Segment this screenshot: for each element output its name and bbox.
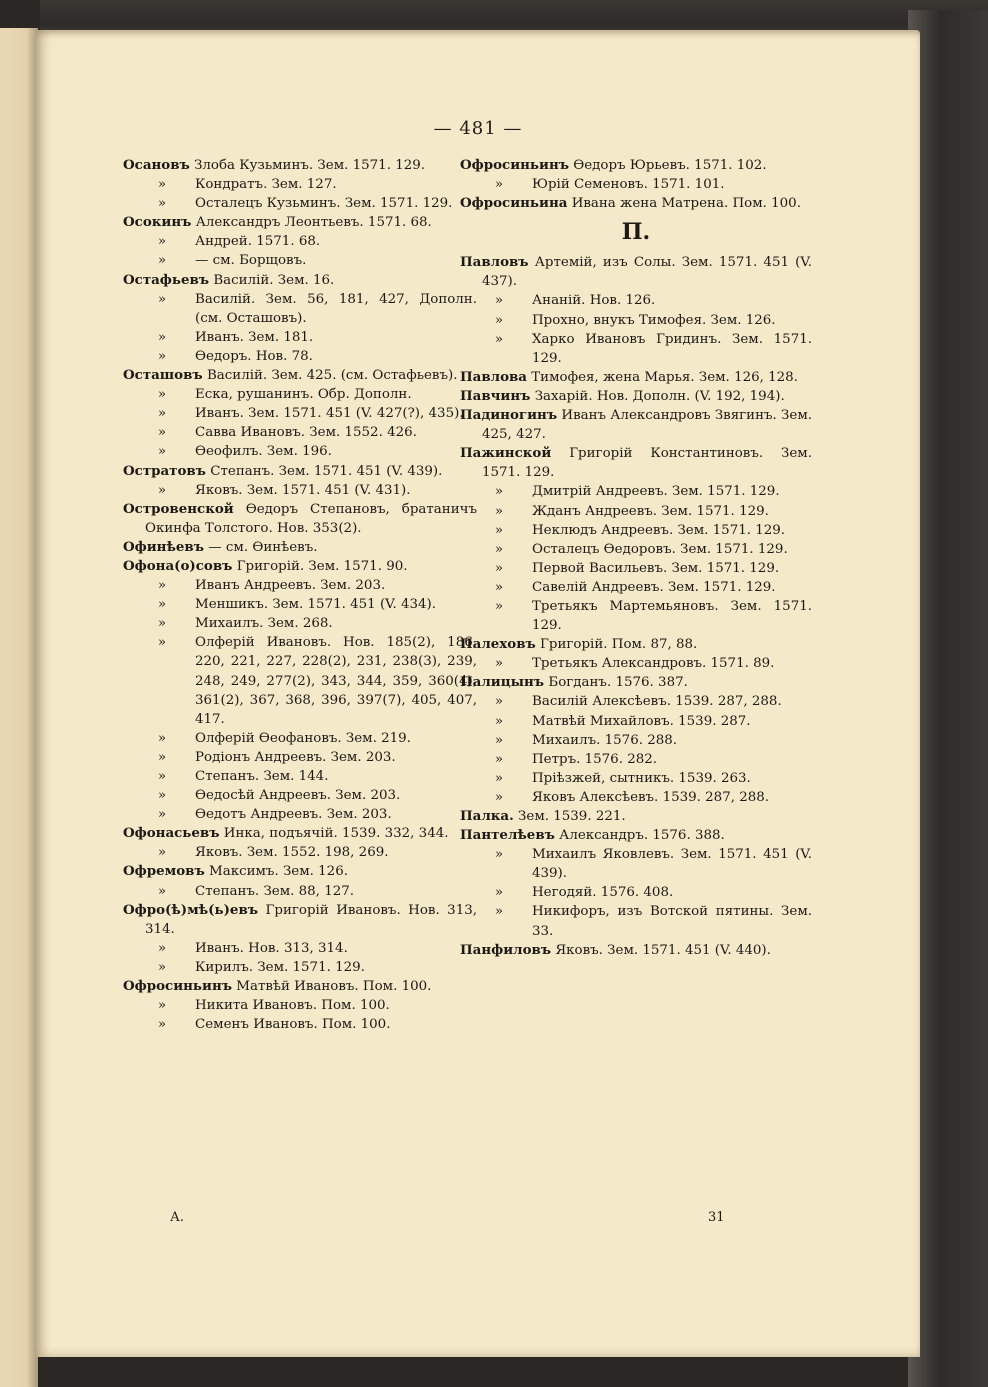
surname-entry <box>460 941 812 960</box>
entry-text: Григорій. Пом. 87, 88. <box>540 637 698 653</box>
sub-entry <box>460 482 812 501</box>
entry-text: Олферій Ивановъ. Нов. 185(2), 186, 220, 221, 227, 228(2), 231, 238(3), 239, 248, 249, 277(2), 343, 344, 359, 360(4), 361(2), 367, 368, 396, 397(7), 405, 407, 417. <box>195 635 477 727</box>
sub-entry <box>460 750 812 769</box>
sub-entry <box>123 614 477 633</box>
surname-headword: Палка. <box>460 808 514 824</box>
ditto-mark: » <box>494 904 504 920</box>
surname-headword: Палицынъ <box>460 674 545 691</box>
entry-text: Негодяй. 1576. 408. <box>532 885 674 901</box>
sub-entry <box>460 502 812 521</box>
ditto-mark: » <box>157 749 167 765</box>
sub-entry <box>460 845 812 883</box>
entry-text: Инка, подъячій. 1539. 332, 344. <box>223 826 449 842</box>
sub-entry <box>460 291 812 310</box>
entry-text: — см. Ѳинѣевъ. <box>208 539 318 555</box>
surname-entry <box>460 807 812 826</box>
sub-entry <box>123 290 477 328</box>
ditto-mark: » <box>494 503 504 519</box>
entry-text: Ѳедосѣй Андреевъ. Зем. 203. <box>195 788 401 804</box>
surname-entry <box>460 826 812 845</box>
entry-text: Дмитрій Андреевъ. Зем. 1571. 129. <box>532 484 780 500</box>
entry-text: Григорій. Зем. 1571. 90. <box>236 558 408 574</box>
entry-text: Василій. Зем. 56, 181, 427, Дополн. (см. Осташовъ). <box>195 291 477 326</box>
entry-text: Яковъ. Зем. 1552. 198, 269. <box>195 845 389 861</box>
entry-text: Ананій. Нов. 126. <box>532 293 656 309</box>
facing-page-edge <box>0 28 38 1387</box>
ditto-mark: » <box>494 560 504 576</box>
ditto-mark: » <box>157 807 167 823</box>
sub-entry <box>460 654 812 673</box>
entry-text: Тимофея, жена Марья. Зем. 126, 128. <box>531 369 798 385</box>
sub-entry <box>123 347 477 366</box>
entry-text: — см. Борщовъ. <box>195 253 307 269</box>
surname-headword: Остратовъ <box>123 462 206 479</box>
surname-entry <box>123 462 477 481</box>
entry-text: Харко Ивановъ Гридинъ. Зем. 1571. 129. <box>532 331 812 366</box>
surname-entry <box>123 213 477 232</box>
entry-text: Родіонъ Андреевъ. Зем. 203. <box>195 749 396 765</box>
surname-entry <box>460 444 812 482</box>
sub-entry <box>123 423 477 442</box>
sub-entry <box>123 805 477 824</box>
entry-text: Савелій Андреевъ. Зем. 1571. 129. <box>532 579 776 595</box>
entry-text: Никита Ивановъ. Пом. 100. <box>195 998 390 1014</box>
sub-entry <box>123 576 477 595</box>
ditto-mark: » <box>157 1017 167 1033</box>
surname-entry <box>123 901 477 939</box>
ditto-mark: » <box>494 751 504 767</box>
sub-entry <box>460 597 812 635</box>
surname-entry <box>460 194 812 213</box>
surname-headword: Остафьевъ <box>123 271 210 288</box>
sub-entry <box>123 729 477 748</box>
surname-headword: Островенской <box>123 500 234 517</box>
surname-headword: Панфиловъ <box>460 941 552 958</box>
sub-entry <box>123 1015 477 1034</box>
entry-text: Андрей. 1571. 68. <box>195 234 321 250</box>
ditto-mark: » <box>157 348 167 364</box>
surname-entry <box>123 156 477 175</box>
entry-text: Семенъ Ивановъ. Пом. 100. <box>195 1017 391 1033</box>
surname-headword: Осокинъ <box>123 214 192 231</box>
surname-entry <box>123 366 477 385</box>
sub-entry <box>460 769 812 788</box>
entry-text: Зем. 1539. 221. <box>518 809 626 824</box>
sub-entry <box>460 692 812 711</box>
ditto-mark: » <box>157 959 167 975</box>
ditto-mark: » <box>494 312 504 328</box>
entry-text: Яковъ. Зем. 1571. 451 (V. 440). <box>555 942 771 958</box>
surname-entry <box>123 862 477 881</box>
sub-entry <box>460 559 812 578</box>
surname-entry <box>123 500 477 538</box>
surname-entry <box>460 156 812 175</box>
book-page <box>36 30 920 1357</box>
entry-text: Богданъ. 1576. 387. <box>548 675 688 691</box>
sub-entry <box>123 442 477 461</box>
surname-headword: Пажинской <box>460 445 552 462</box>
entry-text: Олферій Ѳеофановъ. Зем. 219. <box>195 730 411 746</box>
entry-text: Осталецъ Ѳедоровъ. Зем. 1571. 129. <box>532 541 788 557</box>
ditto-mark: » <box>157 329 167 345</box>
entry-text: Александръ Леонтьевъ. 1571. 68. <box>195 215 432 231</box>
ditto-mark: » <box>494 541 504 557</box>
entry-text: Первой Васильевъ. Зем. 1571. 129. <box>532 560 780 576</box>
entry-text: Григорій Константиновъ. Зем. 1571. 129. <box>482 446 812 481</box>
sub-entry <box>460 902 812 940</box>
entry-text: Неклюдъ Андреевъ. Зем. 1571. 129. <box>532 522 786 538</box>
sub-entry <box>460 788 812 807</box>
entry-text: Юрій Семеновъ. 1571. 101. <box>532 177 725 193</box>
ditto-mark: » <box>157 940 167 956</box>
ditto-mark: » <box>157 196 167 212</box>
ditto-mark: » <box>494 293 504 309</box>
sub-entry <box>460 311 812 330</box>
ditto-mark: » <box>494 732 504 748</box>
entry-text: Яковъ Алексѣевъ. 1539. 287, 288. <box>532 789 770 805</box>
entry-text: Михаилъ Яковлевъ. Зем. 1571. 451 (V. 439). <box>532 847 812 882</box>
sub-entry <box>123 328 477 347</box>
surname-headword: Офросиньинъ <box>123 978 233 995</box>
surname-entry <box>123 538 477 557</box>
page-number: — 481 — <box>433 118 523 139</box>
ditto-mark: » <box>494 770 504 786</box>
sub-entry <box>123 404 477 423</box>
surname-headword: Офросиньинъ <box>460 157 570 173</box>
ditto-mark: » <box>494 484 504 500</box>
ditto-mark: » <box>494 656 504 672</box>
surname-headword: Офинѣевъ <box>123 538 204 555</box>
entry-text: Савва Ивановъ. Зем. 1552. 426. <box>195 425 417 441</box>
entry-text: Михаилъ. 1576. 288. <box>532 732 678 748</box>
entry-text: Максимъ. Зем. 126. <box>209 864 348 880</box>
entry-text: Степанъ. Зем. 1571. 451 (V. 439). <box>210 463 443 479</box>
entry-text: Иванъ. Зем. 181. <box>195 329 314 345</box>
entry-text: Кирилъ. Зем. 1571. 129. <box>195 959 365 975</box>
entry-text: Ѳедоръ. Нов. 78. <box>195 348 313 364</box>
entry-text: Василій Алексѣевъ. 1539. 287, 288. <box>532 694 782 710</box>
sub-entry <box>460 521 812 540</box>
entry-text: Прохно, внукъ Тимофея. Зем. 126. <box>532 312 776 328</box>
entry-text: Еска, рушанинъ. Обр. Дополн. <box>195 387 412 403</box>
surname-headword: Офонасьевъ <box>123 825 220 842</box>
surname-headword: Осановъ <box>123 157 190 173</box>
sub-entry <box>123 748 477 767</box>
entry-text: Иванъ. Нов. 313, 314. <box>195 940 348 956</box>
ditto-mark: » <box>157 444 167 460</box>
right-column <box>460 156 812 960</box>
entry-text: Пріѣзжей, сытникъ. 1539. 263. <box>532 770 751 786</box>
ditto-mark: » <box>157 387 167 403</box>
sub-entry <box>123 194 477 213</box>
sub-entry <box>460 330 812 368</box>
sub-entry <box>460 578 812 597</box>
entry-text: Захарій. Нов. Дополн. (V. 192, 194). <box>534 388 785 404</box>
sub-entry <box>123 633 477 728</box>
entry-text: Ѳедоръ Степановъ, братаничъ Окинфа Толстого. Нов. 353(2). <box>145 501 477 536</box>
entry-text: Ивана жена Матрена. Пом. 100. <box>571 196 801 212</box>
surname-entry <box>123 557 477 576</box>
ditto-mark: » <box>494 789 504 805</box>
ditto-mark: » <box>157 234 167 250</box>
ditto-mark: » <box>157 635 167 651</box>
sub-entry <box>123 843 477 862</box>
entry-text: Василій. Зем. 425. (см. Остафьевъ). <box>206 368 458 384</box>
sub-entry <box>123 251 477 270</box>
sub-entry <box>123 958 477 977</box>
entry-text: Иванъ. Зем. 1571. 451 (V. 427(?), 435). <box>195 406 464 422</box>
ditto-mark: » <box>157 788 167 804</box>
surname-entry <box>460 368 812 387</box>
entry-text: Матвѣй Ивановъ. Пом. 100. <box>236 979 432 995</box>
ditto-mark: » <box>494 598 504 614</box>
entry-text: Степанъ. Зем. 88, 127. <box>195 883 355 899</box>
ditto-mark: » <box>494 847 504 863</box>
entry-text: Никифоръ, изъ Вотской пятины. Зем. 33. <box>532 904 812 939</box>
entry-text: Василій. Зем. 16. <box>213 272 335 288</box>
sub-entry <box>123 385 477 404</box>
surname-headword: Осташовъ <box>123 367 203 384</box>
entry-text: Жданъ Андреевъ. Зем. 1571. 129. <box>532 503 769 519</box>
signature-mark: А. <box>170 1210 184 1225</box>
surname-entry <box>123 824 477 843</box>
sub-entry <box>460 883 812 902</box>
surname-headword: Офро(ѣ)мѣ(ь)евъ <box>123 901 259 918</box>
surname-headword: Павлова <box>460 368 527 385</box>
sub-entry <box>123 786 477 805</box>
section-letter: П. <box>621 219 651 246</box>
sub-entry <box>123 595 477 614</box>
ditto-mark: » <box>494 713 504 729</box>
entry-text: Злоба Кузьминъ. Зем. 1571. 129. <box>194 158 426 173</box>
ditto-mark: » <box>157 291 167 307</box>
sub-entry <box>123 939 477 958</box>
surname-entry <box>123 271 477 290</box>
surname-entry <box>460 635 812 654</box>
ditto-mark: » <box>157 730 167 746</box>
entry-text: Матвѣй Михайловъ. 1539. 287. <box>532 713 751 729</box>
ditto-mark: » <box>494 885 504 901</box>
left-column <box>123 156 477 1034</box>
entry-text: Петръ. 1576. 282. <box>532 751 658 767</box>
ditto-mark: » <box>157 616 167 632</box>
entry-text: Ѳедотъ Андреевъ. Зем. 203. <box>195 807 392 823</box>
surname-headword: Павчинъ <box>460 387 531 404</box>
sub-entry <box>460 712 812 731</box>
entry-text: Александръ. 1576. 388. <box>559 828 725 844</box>
surname-entry <box>460 673 812 692</box>
surname-headword: Павловъ <box>460 254 529 271</box>
ditto-mark: » <box>157 253 167 269</box>
entry-text: Михаилъ. Зем. 268. <box>195 616 333 632</box>
entry-text: Кондратъ. Зем. 127. <box>195 177 337 193</box>
sub-entry <box>123 996 477 1015</box>
ditto-mark: » <box>157 845 167 861</box>
ditto-mark: » <box>494 694 504 710</box>
ditto-mark: » <box>157 406 167 422</box>
surname-entry <box>460 406 812 444</box>
sub-entry <box>123 767 477 786</box>
entry-text: Иванъ Александровъ Звягинъ. Зем. 425, 427. <box>482 408 813 443</box>
entry-text: Степанъ. Зем. 144. <box>195 769 329 784</box>
sub-entry <box>123 232 477 251</box>
sheet-number: 31 <box>708 1210 725 1225</box>
sub-entry <box>460 175 812 194</box>
entry-text: Артемій, изъ Солы. Зем. 1571. 451 (V. 437). <box>482 255 812 290</box>
surname-headword: Офросиньина <box>460 195 568 212</box>
ditto-mark: » <box>157 425 167 441</box>
entry-text: Григорій Ивановъ. Нов. 313, 314. <box>145 902 478 937</box>
ditto-mark: » <box>494 331 504 347</box>
surname-headword: Офона(о)совъ <box>123 557 233 574</box>
sub-entry <box>460 731 812 750</box>
ditto-mark: » <box>157 482 167 498</box>
entry-text: Ѳедоръ Юрьевъ. 1571. 102. <box>573 158 767 173</box>
entry-text: Меншикъ. Зем. 1571. 451 (V. 434). <box>195 597 437 613</box>
ditto-mark: » <box>157 769 167 784</box>
ditto-mark: » <box>157 998 167 1014</box>
ditto-mark: » <box>157 578 167 594</box>
ditto-mark: » <box>157 177 167 193</box>
entry-text: Третьякъ Мартемьяновъ. Зем. 1571. 129. <box>532 598 812 634</box>
surname-headword: Офремовъ <box>123 863 205 880</box>
entry-text: Иванъ Андреевъ. Зем. 203. <box>195 578 386 594</box>
ditto-mark: » <box>157 597 167 613</box>
ditto-mark: » <box>494 579 504 595</box>
ditto-mark: » <box>494 177 504 193</box>
surname-headword: Пантелѣевъ <box>460 827 555 844</box>
entry-text: Осталецъ Кузьминъ. Зем. 1571. 129. <box>195 196 453 212</box>
surname-entry <box>460 253 812 291</box>
book-cover-edge <box>908 10 988 1387</box>
surname-entry <box>460 387 812 406</box>
sub-entry <box>123 882 477 901</box>
ditto-mark: » <box>494 522 504 538</box>
ditto-mark: » <box>157 883 167 899</box>
entry-text: Ѳеофилъ. Зем. 196. <box>195 444 332 460</box>
sub-entry <box>460 540 812 559</box>
entry-text: Третьякъ Александровъ. 1571. 89. <box>532 656 775 672</box>
entry-text: Яковъ. Зем. 1571. 451 (V. 431). <box>195 482 411 498</box>
sub-entry <box>123 175 477 194</box>
sub-entry <box>123 481 477 500</box>
surname-entry <box>123 977 477 996</box>
surname-headword: Палеховъ <box>460 636 536 653</box>
surname-headword: Падиногинъ <box>460 407 558 424</box>
